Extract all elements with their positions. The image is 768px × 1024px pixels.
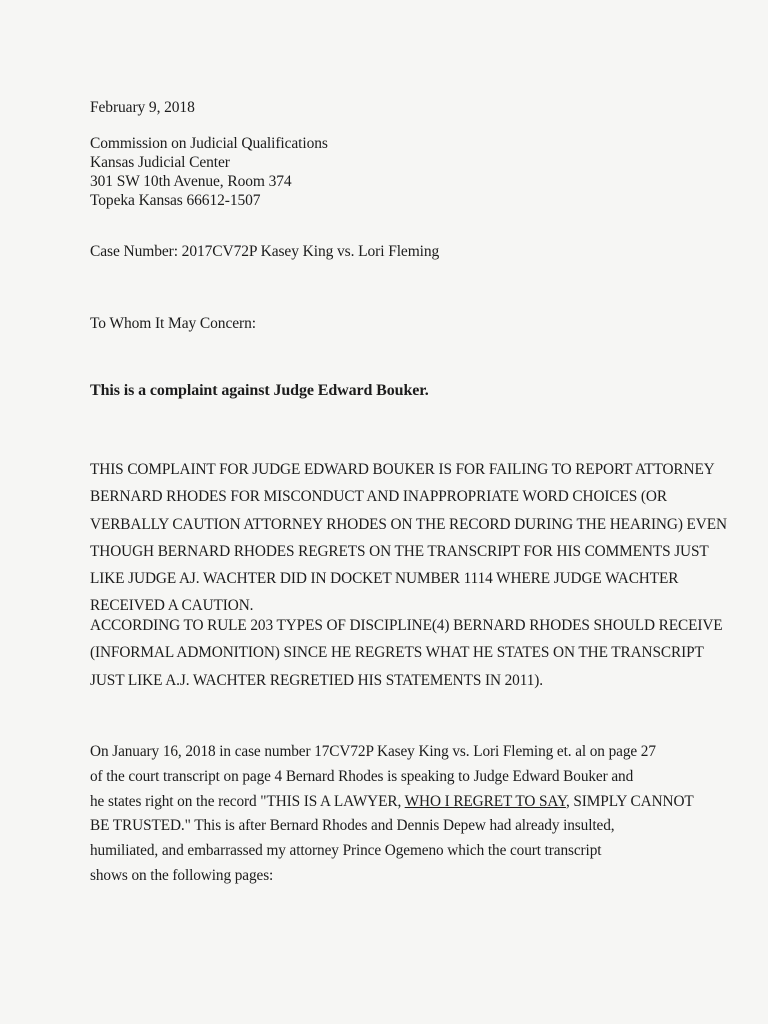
recipient-address [90,134,690,210]
paragraph-line: LIKE JUDGE AJ. WACHTER DID IN DOCKET NUMBER 1114 WHERE JUDGE WACHTER [90,570,679,588]
case-number [90,242,690,262]
paragraph-line-with-quote [90,790,694,815]
address-line: 301 SW 10th Avenue, Room 374 [90,173,292,190]
paragraph-transcript-account [90,740,694,889]
paragraph-line: THIS COMPLAINT FOR JUDGE EDWARD BOUKER IS FOR FAILING TO REPORT ATTORNEY [90,461,715,478]
paragraph-line: RECEIVED A CAUTION. [90,597,254,615]
address-line: Topeka Kansas 66612-1507 [90,192,261,209]
paragraph-line: (INFORMAL ADMONITION) SINCE HE REGRETS WHAT HE STATES ON THE TRANSCRIPT [90,644,704,662]
paragraph-line: THOUGH BERNARD RHODES REGRETS ON THE TRANSCRIPT FOR HIS COMMENTS JUST [90,542,709,560]
complaint-heading [90,380,690,402]
paragraph-line: of the court transcript on page 4 Bernard Rhodes is speaking to Judge Edward Bouker and [90,767,634,785]
paragraph-line: VERBALLY CAUTION ATTORNEY RHODES ON THE RECORD DURING THE HEARING) EVEN [90,515,727,533]
paragraph-line: humiliated, and embarrassed my attorney Prince Ogemeno which the court transcript [90,842,602,860]
address-line: Commission on Judicial Qualifications [90,135,328,152]
quote-start: he states right on the record "THIS IS A LAWYER, [90,792,405,810]
case-number-text: Case Number: 2017CV72P Kasey King vs. Lori Fleming [90,243,440,260]
paragraph-line: JUST LIKE A.J. WACHTER REGRETIED HIS STATEMENTS IN 2011). [90,671,543,689]
underlined-quote: WHO I REGRET TO SAY [404,792,566,810]
paragraph-line: BE TRUSTED." This is after Bernard Rhodes and Dennis Depew had already insulted, [90,817,615,835]
paragraph-line: shows on the following pages: [90,866,274,884]
salutation-text: To Whom It May Concern: [90,315,256,332]
paragraph-rule-203 [90,612,723,694]
date-text: February 9, 2018 [90,99,195,116]
complaint-heading-text: This is a complaint against Judge Edward Bouker. [90,382,429,399]
paragraph-line: BERNARD RHODES FOR MISCONDUCT AND INAPPROPRIATE WORD CHOICES (OR [90,488,667,506]
address-line: Kansas Judicial Center [90,154,230,171]
paragraph-line: ACCORDING TO RULE 203 TYPES OF DISCIPLINE(4) BERNARD RHODES SHOULD RECEIVE [90,617,723,634]
letter-date [90,98,690,118]
paragraph-complaint-reason [90,456,727,620]
quote-end: , SIMPLY CANNOT [565,792,694,810]
paragraph-line: On January 16, 2018 in case number 17CV72P Kasey King vs. Lori Fleming et. al on page 27 [90,743,656,760]
salutation [90,314,690,334]
